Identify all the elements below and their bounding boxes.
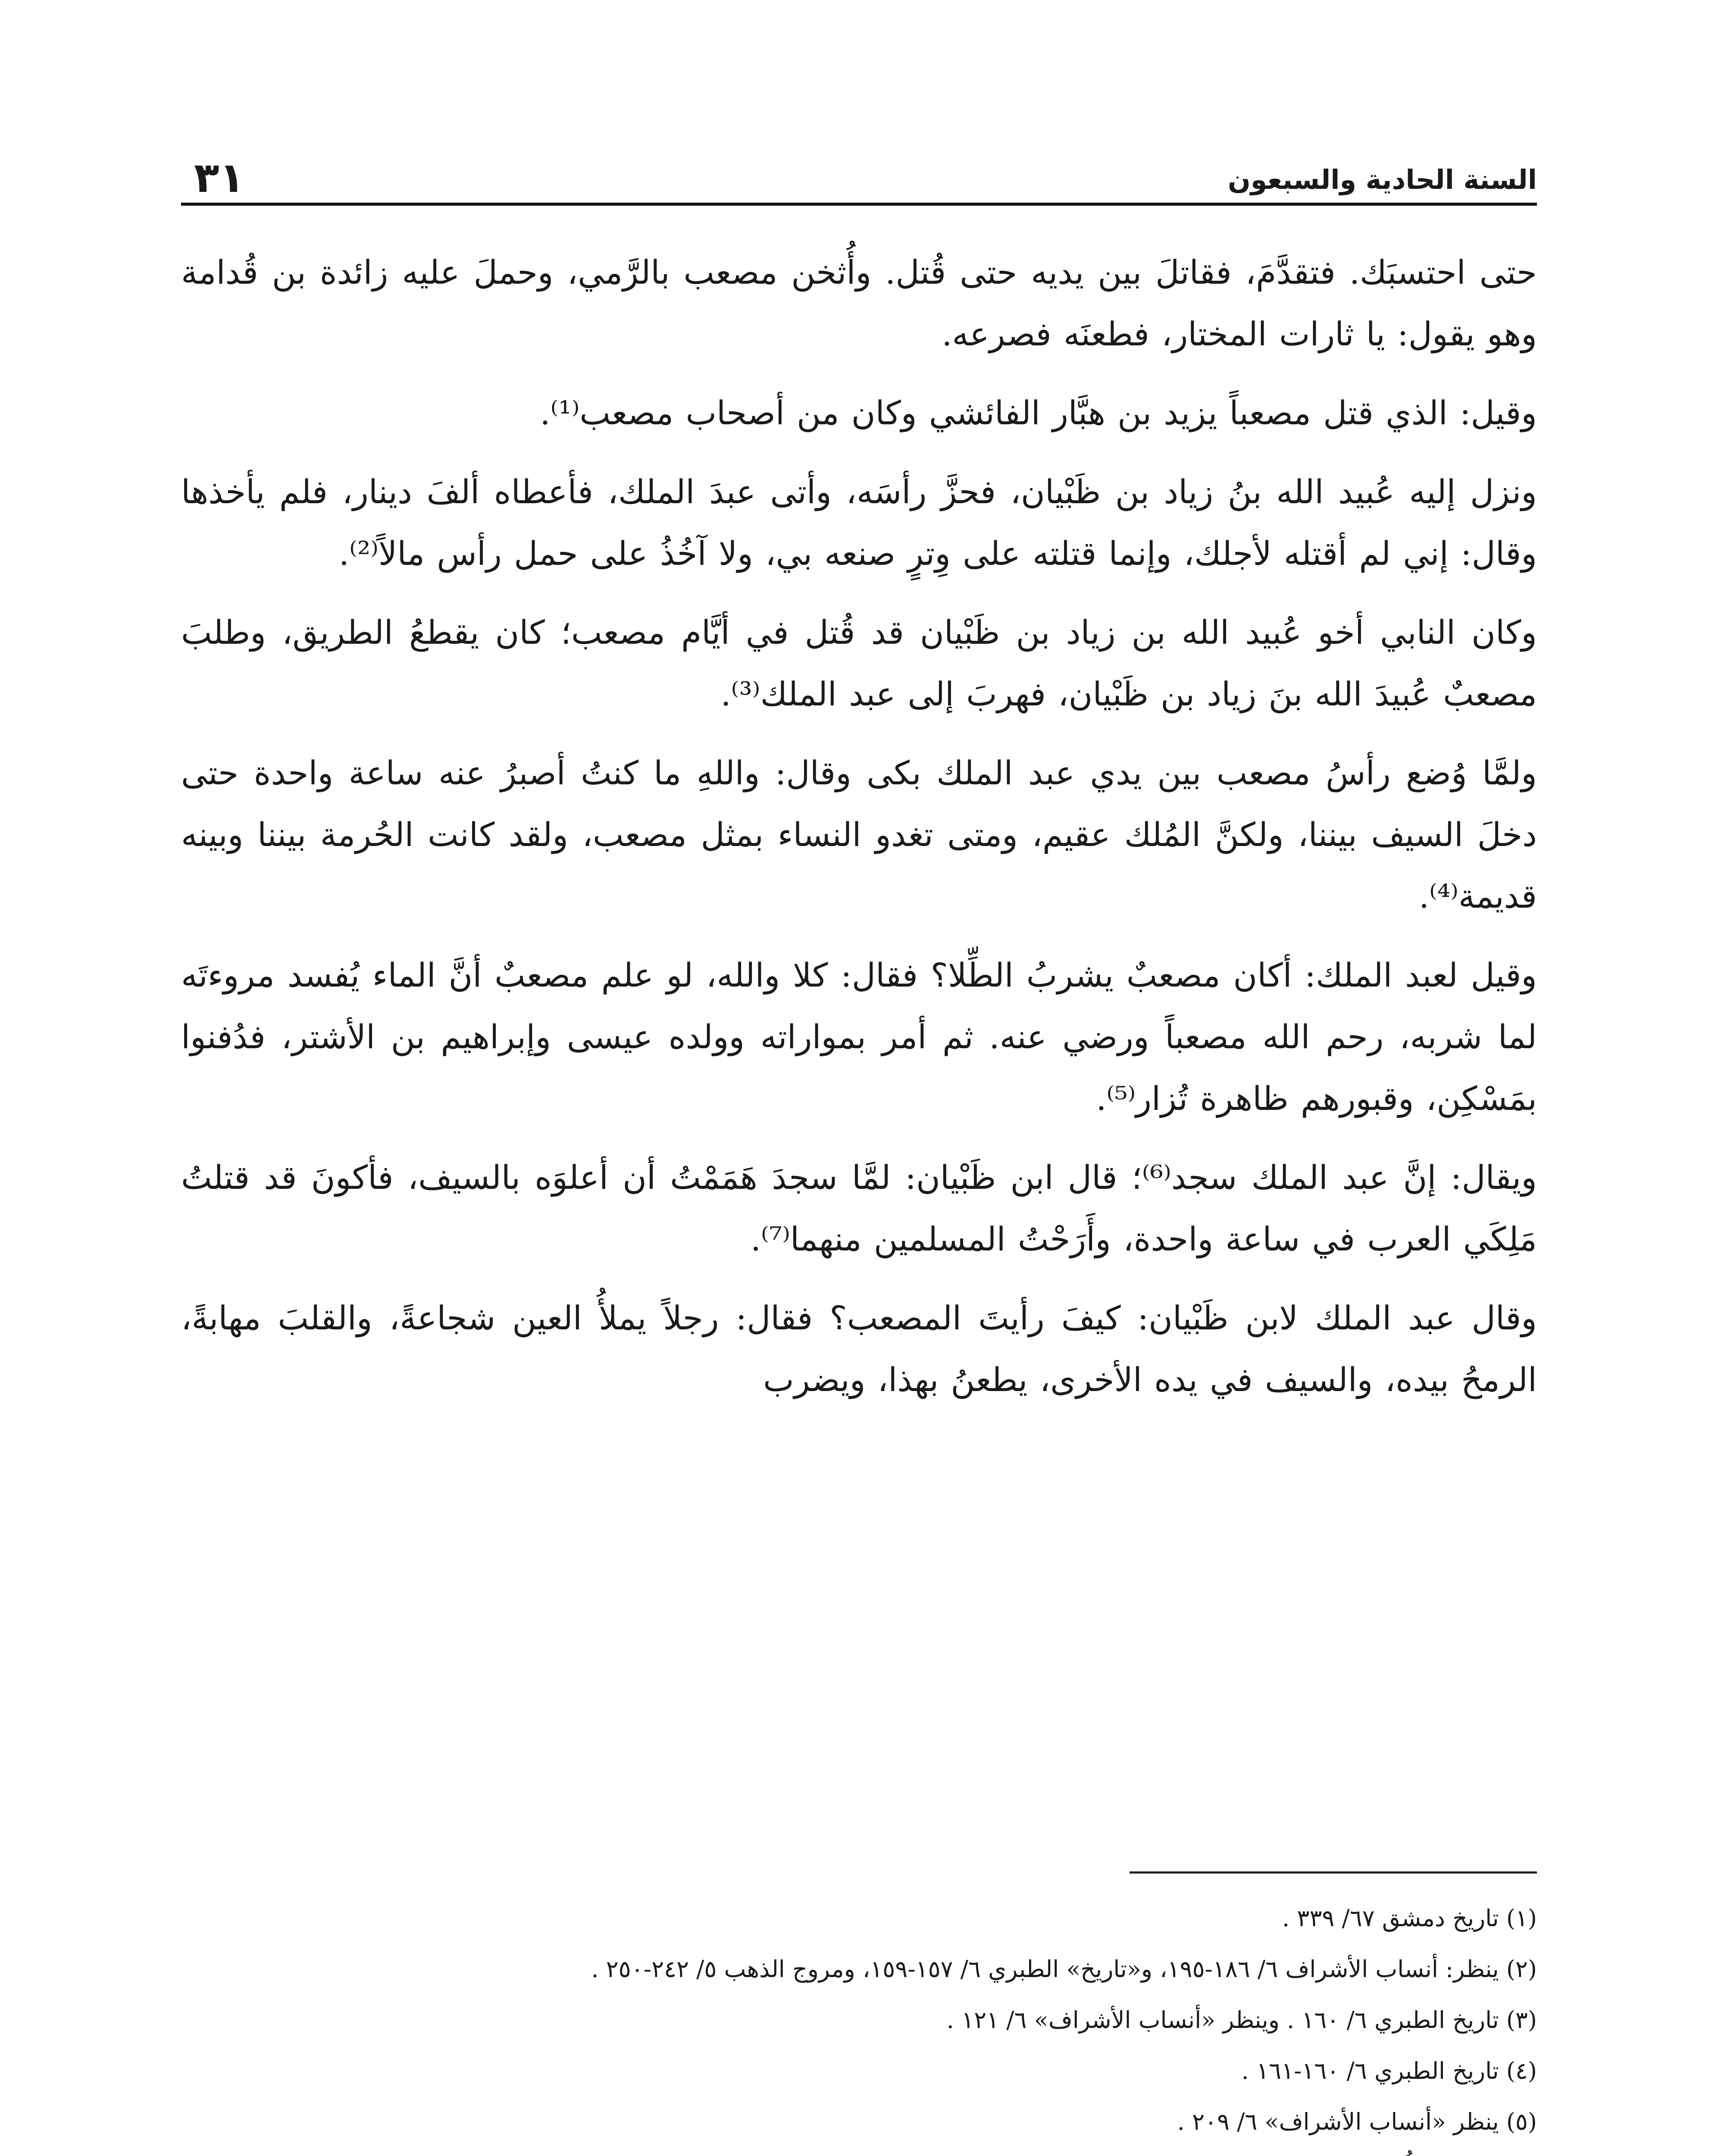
paragraph: حتى احتسبَك. فتقدَّمَ، فقاتلَ بين يديه حتى قُتل. وأُثخن مصعب بالرَّمي، وحملَ عليه زائدة بن قُدامة وهو يقول: يا ثارات المختار، فطعنَه فصرعه. bbox=[181, 253, 1537, 353]
paragraph: ونزل إليه عُبيد الله بنُ زياد بن ظَبْيان، فحزَّ رأسَه، وأتى عبدَ الملك، فأعطاه ألفَ دينار، فلم يأخذها وقال: إني لم أقتله لأجلك، وإنما قتلته على وِترٍ صنعه بي، ولا آخُذُ على حمل رأس مالاً⁽²⁾. bbox=[181, 473, 1537, 573]
paragraph: وقيل لعبد الملك: أكان مصعبٌ يشربُ الطِّلا؟ فقال: كلا والله، لو علم مصعبٌ أنَّ الماء يُفسد مروءتَه لما شربه، رحم الله مصعباً ورضي عنه. ثم أمر بمواراته وولده عيسى وإبراهيم بن الأشتر، فدُفنوا بمَسْكِن، وقبورهم ظاهرة تُزار⁽⁵⁾. bbox=[181, 956, 1537, 1118]
footnote-2: (٢) ينظر: أنساب الأشراف ٦/ ١٨٦-١٩٥، و«تاريخ» الطبري ٦/ ١٥٧-١٥٩، ومروج الذهب ٥/ ٢٤٢-٢٥٠ . bbox=[591, 1955, 1537, 1983]
footnote-4: (٤) تاريخ الطبري ٦/ ١٦٠-١٦١ . bbox=[1241, 2057, 1537, 2084]
paragraph: ولمَّا وُضع رأسُ مصعب بين يدي عبد الملك بكى وقال: واللهِ ما كنتُ أصبرُ عنه ساعة واحدة حتى دخلَ السيف بيننا، ولكنَّ المُلك عقيم، ومتى تغدو النساء بمثل مصعب، ولقد كانت الحُرمة بيننا وبينه قديمة⁽⁴⁾. bbox=[181, 754, 1537, 915]
footnote-1: (١) تاريخ دمشق ٦٧/ ٣٣٩ . bbox=[1282, 1905, 1537, 1932]
footnote-5: (٥) ينظر «أنساب الأشراف» ٦/ ٢٠٩ . bbox=[1177, 2108, 1537, 2135]
footnote-6 bbox=[181, 2147, 1537, 2156]
paragraph: وكان النابي أخو عُبيد الله بن زياد بن ظَبْيان قد قُتل في أيَّام مصعب؛ كان يقطعُ الطريق، وطلبَ مصعبٌ عُبيدَ الله بنَ زياد بن ظَبْيان، فهربَ إلى عبد الملك⁽³⁾. bbox=[181, 613, 1537, 713]
paragraph: ويقال: إنَّ عبد الملك سجد⁽⁶⁾؛ قال ابن ظَبْيان: لمَّا سجدَ هَمَمْتُ أن أعلوَه بالسيف، فأكونَ قد قتلتُ مَلِكَي العرب في ساعة واحدة، وأَرَحْتُ المسلمين منهما⁽⁷⁾. bbox=[181, 1158, 1537, 1258]
page-number: ٣١ bbox=[194, 154, 245, 202]
running-title: السنة الحادية والسبعون bbox=[1227, 164, 1537, 195]
footnote-3: (٣) تاريخ الطبري ٦/ ١٦٠ . وينظر «أنساب الأشراف» ٦/ ١٢١ . bbox=[946, 2006, 1537, 2034]
paragraph: وقيل: الذي قتل مصعباً يزيد بن هبَّار الفائشي وكان من أصحاب مصعب⁽¹⁾. bbox=[540, 394, 1537, 432]
main-text bbox=[181, 241, 1537, 1428]
header-rule bbox=[181, 203, 1537, 206]
paragraph: وقال عبد الملك لابن ظَبْيان: كيفَ رأيتَ المصعب؟ فقال: رجلاً يملأُ العين شجاعةً، والقلبَ مهابةً، الرمحُ بيده، والسيف في يده الأخرى، يطعنُ بهذا، ويضرب bbox=[181, 1299, 1537, 1399]
page-header bbox=[181, 129, 1537, 203]
footnote-separator bbox=[1130, 1871, 1537, 1874]
footnotes bbox=[181, 1893, 1537, 2156]
